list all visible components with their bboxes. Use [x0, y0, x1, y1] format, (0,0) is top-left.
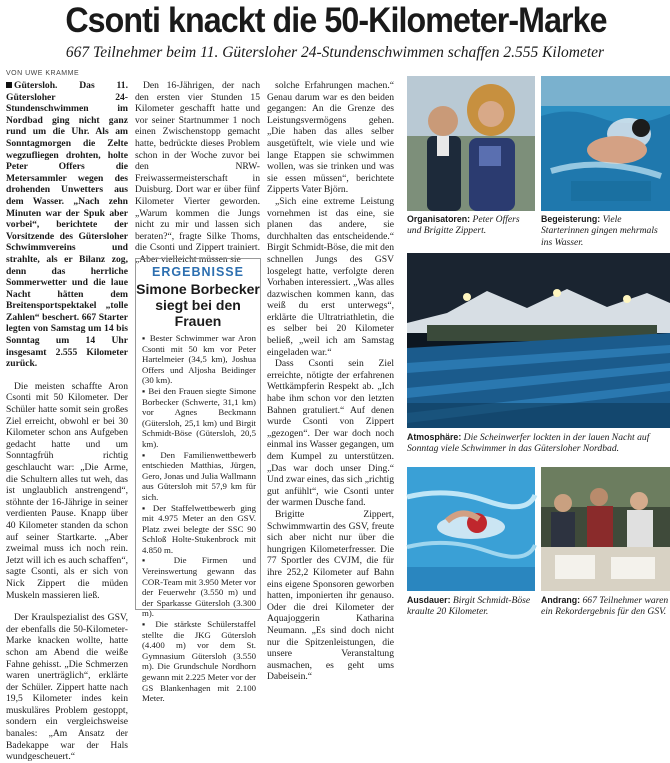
photo-crowd	[541, 467, 670, 591]
author-byline: VON UWE KRAMME	[6, 70, 80, 77]
headline: Csonti knackt die 50-Kilometer-Marke	[65, 1, 607, 40]
caption-label: Begeisterung:	[541, 214, 601, 224]
article-column-2	[135, 80, 260, 265]
results-heading: ERGEBNISSE	[152, 265, 244, 279]
caption-text: Birgit Schmidt-Böse kraulte 20 Kilometer.	[407, 595, 531, 618]
photo-swimmer	[541, 76, 670, 211]
caption-crowd	[541, 595, 670, 618]
caption-endurance	[407, 595, 535, 618]
list-item: ▪ Den Familienwettbewerb entschieden Matthias, Jürgen, Gero, Jonas und Julia Wallmann aus Gütersloh mit 57,9 km für sich.	[142, 450, 256, 503]
caption-label: Atmosphäre:	[407, 432, 462, 442]
caption-organisers	[407, 214, 535, 237]
caption-label: Organisatoren:	[407, 214, 471, 224]
results-subheading: Simone Borbecker siegt bei den Frauen	[136, 281, 260, 329]
caption-label: Andrang:	[541, 595, 581, 605]
caption-text: Die Scheinwerfer lockten in der lauen Nacht auf Sonntag viele Schwimmer in das Gütersloher Nordbad.	[407, 432, 650, 455]
article-column-1	[6, 80, 128, 763]
photo-night-pool	[407, 253, 670, 428]
paragraph-marker-icon	[6, 82, 12, 88]
paragraph: Die meisten schaffte Aron Csonti mit 50 Kilometer. Der Schüler hatte somit sein großes Ziel erreicht, obwohl er bei 30 Kilometer schon ans Aufgeben gedacht hatte und um Sonntagfrüh richtig geschlaucht war: „Die Arme, die Schultern alles tut weh, das ist unglaublich anstrengend“, stöhnte der 16-Jährige in seiner verdienten Pause. Knapp über 40 Kilometer standen da schon auf seiner Startkarte. „Aber zweimal muss ich noch rein. Jetzt will ich es auch schaffen“, sagte Csonti, als er sich von Nick Zippert die müden Muskeln massieren ließ.	[6, 380, 128, 601]
paragraph: solche Erfahrungen machen.“ Genau darum war es den beiden gegangen: An die Grenze des Leistungsvermögens gehen. „Die haben das alles selber ausgetüftelt, wie viele und wie lange Etappen sie schwimmen wollen, was sie trinken und was sie essen müssen“, berichtete Zipperts Vater Björn.	[267, 80, 394, 196]
paragraph: Den 16-Jährigen, der nach den ersten vier Stunden 15 Kilometer geschafft hatte und vor seiner Startnummer 1 noch einen Zwischenstopp gemacht hatte, bedrückte dieses Problem schon in der Woche zuvor bei den NRW-Freiwassermeisterschaft in Duisburg. Dort war er über fünf Kilometer Vierter geworden. „Warum kommen die Jungs nicht zu mir und lassen sich beraten?“, fragte Silke Thoms, die Csonti und Zippert trainiert. „Aber vielleicht müssen sie	[135, 80, 260, 265]
paragraph: Dass Csonti sein Ziel erreichte, nötigte der erfahrenen Wettkämpferin Respekt ab. „Ich habe ihm schon vor den letzten Bahnen gratuliert.“ Auf denen wurde Csonti von Zippert „gezogen“. Der war doch noch einmal ins Wasser gegangen, um dem Kumpel zu unterstützen. „Das war doch unser Ding.“ Und zwar eines, das sich „richtig gut anfühlt“, wie Csonti unter der warmen Dusche fand.	[267, 358, 394, 509]
list-item: ▪ Die stärkste Schülerstaffel stellte die JKG Gütersloh (4.400 m) vor dem St. Gymnasium Gütersloh (3.550 m). Die Grundschule Nordhorn gewann mit 2.225 Meter vor der GS Blankenhagen mit 2.100 Meter.	[142, 619, 256, 704]
results-list	[136, 333, 260, 704]
list-item: ▪ Bester Schwimmer war Aron Csonti mit 50 km vor Peter Hartelmeier (34,5 km), Joshua Offers und Aljosha Beidinger (30 km).	[142, 333, 256, 386]
paragraph: „Sich eine extreme Leistung vornehmen ist das eine, sie planen das andere, sie durchhalten das entscheidende.“ Birgit Schmidt-Böse, die mit den schnellen Jungs des GSV losgelegt hatte, verfolgte deren Vorhaben interessiert. „Was alles dazwischen kommen kann, das weiß du erst unterwegs“, erklärte die Ultratriathletin, die es selber bei 20 Kilometer beließ, „weil ich am Samstag eingeladen war.“	[267, 195, 394, 358]
caption-text: Peter Offers und Brigitte Zippert.	[407, 214, 520, 237]
list-item: ▪ Bei den Frauen siegte Simone Borbecker (Schwerte, 31,1 km) vor Agnes Beckmann (Gütersloh, 25,1 km) und Birgit Schmidt-Böse (Gütersloh, 20,5 km).	[142, 386, 256, 450]
subline: 667 Teilnehmer beim 11. Gütersloher 24-Stundenschwimmen schaffen 2.555 Kilometer	[65, 44, 605, 61]
photo-crawl-swimmer	[407, 467, 535, 591]
article-column-3	[267, 80, 394, 683]
caption-text: Viele Starterinnen gingen mehrmals ins Wasser.	[541, 214, 658, 248]
caption-atmosphere	[407, 432, 670, 455]
caption-text: 667 Teilnehmer waren ein Rekordergebnis für den GSV.	[541, 595, 669, 618]
list-item: ▪ Die Firmen und Vereinswertung gewann das COR-Team mit 3.950 Meter vor der Feuerwehr (3.550 m) und der Sparkasse Gütersloh (3.300 m).	[142, 555, 256, 619]
list-item: ▪ Der Staffelwettbewerb ging mit 4.975 Meter an den GSV. Platz zwei belegte der SSC 90 Schloß Holte-Stukenbrock mit 4.850 m.	[142, 503, 256, 556]
caption-label: Ausdauer:	[407, 595, 451, 605]
results-box	[135, 258, 261, 704]
paragraph: Der Kraulspezialist des GSV, der ebenfalls die 50-Kilometer-Marke knacken wollte, hatte schon am Abend die weiße Fahne gehisst. „Die Schmerzen waren unerträglich“, erklärte der Schüler. Zippert hatte nach 19,5 Kilometer indes kein muskuläres Problem gestoppt, sondern ein vergleichsweise banales: „Am Ansatz der Badekappe war der Hals wundgescheuert.“	[6, 612, 128, 763]
caption-enthusiasm	[541, 214, 670, 248]
photo-organisers	[407, 76, 535, 211]
paragraph: Brigitte Zippert, Schwimmwartin des GSV, freute sich aber nicht nur über die hungrigen Kilometerfresser. Die 77 Sportler des CVJM, die für ihre 252,2 Kilometer auf Bahn eins eigene Sponsoren geworben hatten, imponierten ihr genauso. Oder die drei Kilometer der Aquajoggerin Katharina Neumann. „Es sind doch nicht nur die Spitzenleistungen, die unsere Veranstaltung ausmachen, es geht ums Dabeisein.“	[267, 508, 394, 683]
lead-paragraph: Gütersloh. Das 11. Gütersloher 24-Stundenschwimmen im Nordbad ging nicht ganz rund um die Uhr. Als am Sonntagmorgen die Zelte wegzufliegen drohten, holte Peter Offers die Metersammler wegen des drohenden Unwetters aus dem Wasser. „Nach zehn Minuten war der Spuk aber vorbei“, berichtete der Vorsitzende des Gütersloher Schwimmvereins und strahlte, als er Bilanz zog, denn das herrliche Sommerwetter und die laue Nacht hätten dem Breitensportspektakel „tolle Zahlen“ beschert. 667 Starter legten von Samstag um 14 bis Sonntag um 14 Uhr insgesamt 2.555 Kilometer zurück.	[6, 80, 128, 370]
